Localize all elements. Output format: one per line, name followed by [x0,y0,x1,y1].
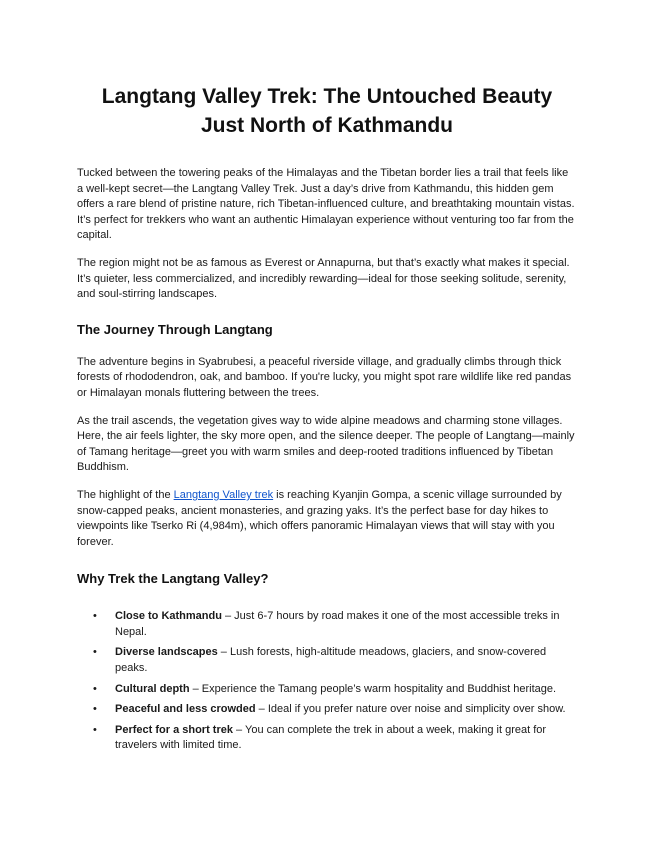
list-item-text: – You can complete the trek in about a week, making it great for travelers with limited time. [115,723,547,752]
page-title [77,82,577,140]
bullet-icon: • [93,723,97,736]
intro-paragraph-2: The region might not be as famous as Everest or Annapurna, but that’s exactly what makes it special. It’s quieter, less commercialized, and incredibly rewarding—ideal for those seeking solitude, serenity, and soul-stirring landscapes. [77,256,570,301]
list-item-label: Peaceful and less crowded [115,703,256,716]
langtang-trek-link[interactable]: Langtang Valley trek [173,488,274,501]
list-item-text: – Just 6-7 hours by road makes it one of the most accessible treks in Nepal. [115,610,560,638]
bullet-icon: • [93,703,97,716]
journey-heading: The Journey Through Langtang [77,321,273,337]
journey-paragraph-2: As the trail ascends, the vegetation gives way to wide alpine meadows and charming stone villages. Here, the air feels lighter, the sky more open, and the silence deeper. The people of Langtang—mainly of Tamang heritage—greet you with warm smiles and deep-rooted traditions influenced by Tibetan Buddhism. [77,414,575,474]
journey-p3-before: The highlight of the [77,488,174,501]
list-item-label: Close to Kathmandu [115,610,222,623]
list-item-text: – Ideal if you prefer nature over noise and simplicity over show. [255,703,566,716]
bullet-icon: • [93,682,97,695]
list-item [77,682,577,698]
list-item [77,645,577,676]
list-item-label: Cultural depth [115,682,190,695]
list-item [77,702,577,718]
bullet-icon: • [93,610,97,623]
list-item-text: – Experience the Tamang people’s warm hospitality and Buddhist heritage. [189,682,557,695]
journey-paragraph-3 [77,488,577,550]
reasons-list [77,609,577,754]
document-page [77,82,577,759]
journey-paragraph-1: The adventure begins in Syabrubesi, a peaceful riverside village, and gradually climbs through thick forests of rhododendron, oak, and bamboo. If you're lucky, you might spot rare wildlife like red pandas or Himalayan monals fluttering between the trees. [77,355,572,399]
title-line-1: Langtang Valley Trek: The Untouched Beauty [101,85,553,108]
bullet-icon: • [93,646,97,659]
journey-p3-after: is reaching Kyanjin Gompa, a scenic village surrounded by snow-capped peaks, ancient monasteries, and grazing yaks. It’s the perfect base for day hikes to viewpoints like Tserko Ri (4,984m), which offers panoramic Himalayan views that will stay with you forever. [77,488,562,548]
why-heading: Why Trek the Langtang Valley? [77,571,269,587]
list-item-label: Diverse landscapes [115,646,218,659]
list-item [77,723,577,754]
title-line-2: Just North of Kathmandu [201,114,453,137]
list-item [77,609,577,640]
list-item-text: – Lush forests, high-altitude meadows, glaciers, and snow-covered peaks. [115,646,547,675]
list-item-label: Perfect for a short trek [115,723,233,736]
intro-paragraph-1: Tucked between the towering peaks of the Himalayas and the Tibetan border lies a trail that feels like a well-kept secret—the Langtang Valley Trek. Just a day’s drive from Kathmandu, this hidden gem offers a rare blend of pristine nature, rich Tibetan-influenced culture, and breathtaking mountain vistas. It’s perfect for trekkers who want an authentic Himalayan experience without venturing too far from the capital. [77,167,575,242]
